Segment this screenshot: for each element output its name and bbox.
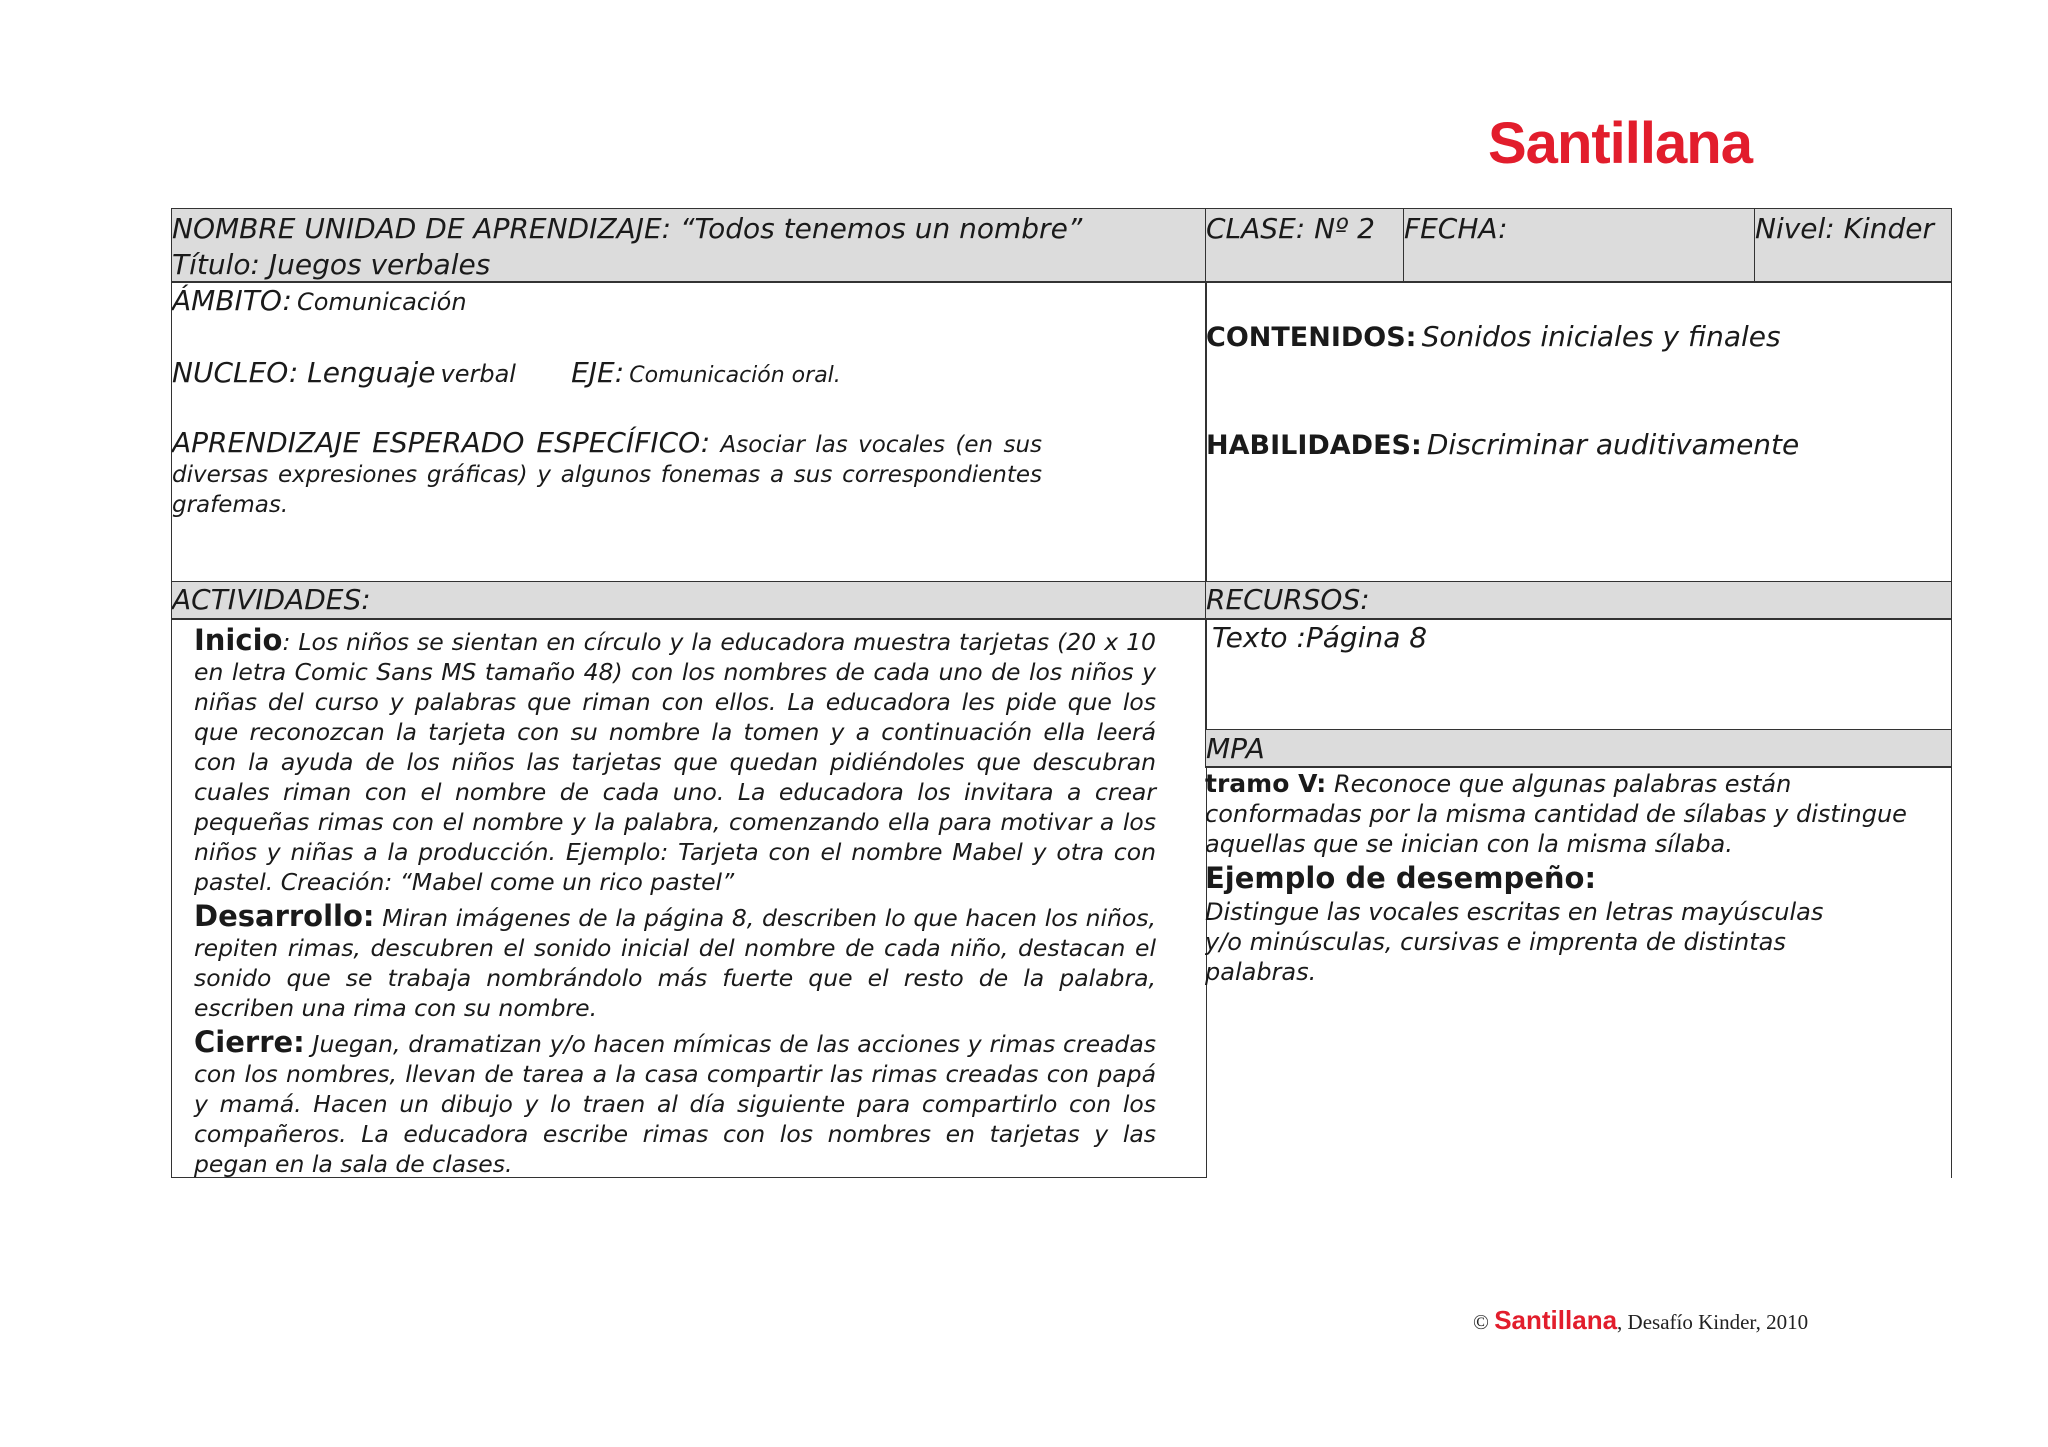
actividades-body-cell — [171, 618, 1207, 1178]
date-label: FECHA: — [1404, 212, 1508, 245]
class-cell — [1205, 208, 1405, 283]
mpa-heading: MPA — [1206, 732, 1265, 765]
santillana-logo: Santillana — [1488, 111, 1752, 176]
actividades-heading-cell — [171, 581, 1207, 620]
date-cell — [1403, 208, 1756, 283]
ejemplo-text: Distingue las vocales escritas en letras mayúsculas y/o minúsculas, cursivas e imprenta de distintas palabras. — [1205, 898, 1824, 986]
ambito-line — [172, 284, 467, 317]
cierre-text: Juegan, dramatizan y/o hacen mímicas de las acciones y rimas creadas con los nombres, llevan de tarea a la casa compartir las rimas creadas con papá y mamá. Hacen un dibujo y lo traen al día siguiente para compartirlo con los compañeros. La educadora escribe rimas con los nombres en tarjetas y las pegan en la sala de clases. — [194, 1030, 1156, 1178]
contenidos-line — [1206, 320, 1781, 353]
copyright-symbol: © — [1473, 1310, 1489, 1334]
footer-brand: Santillana — [1494, 1305, 1618, 1335]
contenidos-value: Sonidos iniciales y finales — [1421, 320, 1781, 353]
class-number: CLASE: Nº 2 — [1206, 212, 1375, 245]
aprendizaje-value: Asociar las vocales (en sus diversas expresiones gráficas) y algunos fonemas a sus correspondientes grafemas. — [172, 432, 1043, 518]
level-cell — [1754, 208, 1952, 283]
ambito-value: Comunicación — [296, 288, 467, 316]
contenidos-label: CONTENIDOS: — [1206, 322, 1417, 353]
desarrollo-paragraph — [194, 901, 1156, 1023]
mpa-heading-cell — [1205, 729, 1952, 768]
ejemplo-label: Ejemplo de desempeño: — [1205, 861, 1597, 895]
unit-title: Título: Juegos verbales — [172, 248, 491, 281]
recursos-body-cell — [1205, 618, 1952, 731]
eje-label: EJE: — [571, 356, 625, 389]
tramo-block — [1205, 769, 1947, 859]
mpa-body-cell — [1205, 766, 1952, 1178]
habilidades-line — [1206, 428, 1799, 461]
aprendizaje-block — [172, 428, 1042, 520]
ambito-label: ÁMBITO: — [172, 284, 292, 317]
habilidades-label: HABILIDADES: — [1206, 430, 1422, 461]
footer — [1473, 1305, 1808, 1336]
recursos-heading: RECURSOS: — [1206, 583, 1370, 616]
info-left-cell — [171, 281, 1207, 583]
nucleo-line — [172, 356, 841, 389]
info-right-cell — [1205, 281, 1952, 583]
nucleo-value: verbal — [440, 360, 516, 388]
cierre-label: Cierre: — [194, 1025, 305, 1059]
desarrollo-label: Desarrollo: — [194, 899, 375, 933]
unit-header-cell — [171, 208, 1207, 283]
inicio-label: Inicio — [194, 623, 283, 657]
tramo-label: tramo V: — [1205, 769, 1327, 798]
desarrollo-text: Miran imágenes de la página 8, describen lo que hacen los niños, repiten rimas, descubren el sonido inicial del nombre de cada niño, destacan el sonido que se trabaja nombrándolo más fuerte que el resto de la palabra, escriben una rima con su nombre. — [194, 904, 1156, 1022]
actividades-heading: ACTIVIDADES: — [172, 583, 371, 616]
inicio-text: : Los niños se sientan en círculo y la educadora muestra tarjetas (20 x 10 en letra Comic Sans MS tamaño 48) con los nombres de cada uno de los niños y niñas del curso y palabras que riman con ellos. La educadora les pide que los que reconozcan la tarjeta con su nombre la tomen y a continuación ella leerá con la ayuda de los niños las tarjetas que quedan pidiéndoles que descubran cuales riman con el nombre de cada uno. La educadora los invitara a crear pequeñas rimas con el nombre y la palabra, comenzando ella para motivar a los niños y niñas a la producción. Ejemplo: Tarjeta con el nombre Mabel y otra con pastel. Creación: “Mabel come un rico pastel” — [194, 628, 1156, 896]
recursos-heading-cell — [1205, 581, 1952, 620]
cierre-paragraph — [194, 1027, 1156, 1178]
level-label: Nivel: Kinder — [1755, 212, 1935, 245]
nucleo-label: NUCLEO: Lenguaje — [172, 356, 436, 389]
inicio-paragraph — [194, 625, 1156, 897]
unit-name: NOMBRE UNIDAD DE APRENDIZAJE: “Todos tenemos un nombre” — [172, 212, 1083, 245]
tramo-text: Reconoce que algunas palabras están conformadas por la misma cantidad de sílabas y distingue aquellas que se inician con la misma sílaba. — [1205, 770, 1907, 858]
actividades-content — [194, 625, 1156, 1178]
footer-text: , Desafío Kinder, 2010 — [1617, 1310, 1809, 1334]
aprendizaje-label: APRENDIZAJE ESPERADO ESPECÍFICO: — [172, 426, 711, 459]
habilidades-value: Discriminar auditivamente — [1426, 428, 1800, 461]
eje-value: Comunicación oral. — [629, 363, 841, 388]
recursos-text: Texto :Página 8 — [1212, 621, 1428, 654]
